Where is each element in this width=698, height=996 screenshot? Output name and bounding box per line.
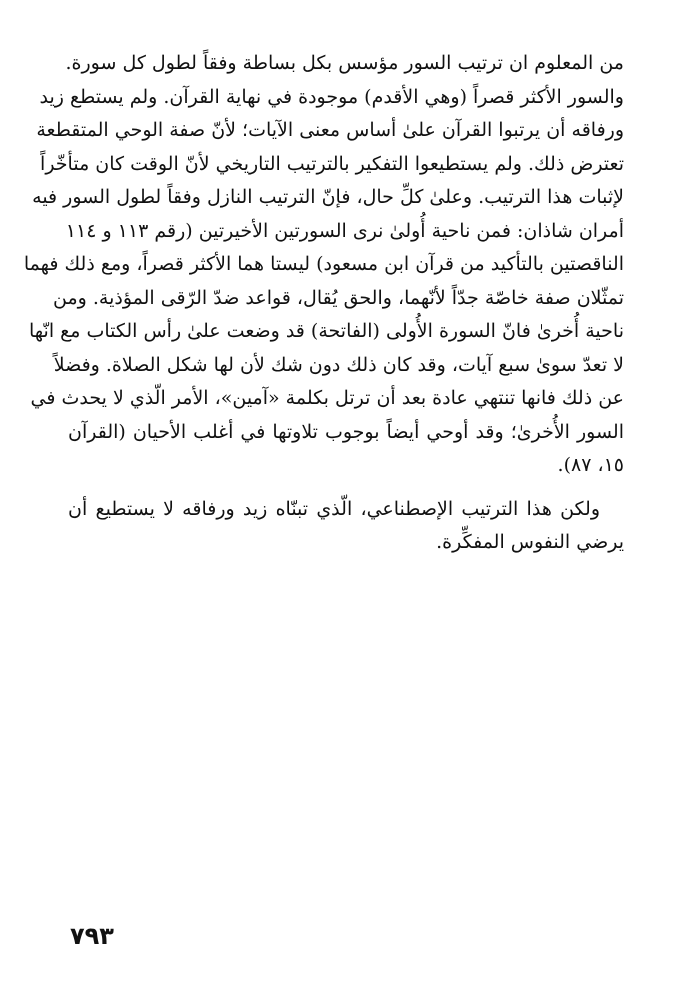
text-line: يرضي النفوس المفكِّرة. — [436, 531, 624, 553]
page-number: ٧٩٣ — [70, 922, 114, 950]
text-line: ولكن هذا الترتيب الإصطناعي، الّذي تبنّاه زيد ورفاقه لا يستطيع أن — [68, 497, 600, 520]
text-line: تعترض ذلك. ولم يستطيعوا التفكير بالترتيب التاريخي لأنّ الوقت كان متأخّراً — [40, 152, 624, 175]
text-line: من المعلوم ان ترتيب السور مؤسس بكل بساطة وفقاً لطول كل سورة. — [65, 52, 624, 74]
text-line: تمثّلان صفة خاصّة جدّاً لأنّهما، والحق يُقال، قواعد ضدّ الرّقى المؤذية. ومن — [52, 286, 624, 309]
text-line: لإثبات هذا الترتيب. وعلىٰ كلِّ حال، فإنّ الترتيب النازل وفقاً لطول السور فيه — [32, 186, 624, 208]
text-line: ورفاقه أن يرتبوا القرآن علىٰ أساس معنى الآيات؛ لأنّ صفة الوحي المتقطعة — [36, 119, 624, 141]
text-line: الناقصتين بالتأكيد من قرآن ابن مسعود) ليستا هما الأكثر قصراً، ومع ذلك فهما — [23, 253, 624, 275]
text-line: لا تعدّ سوىٰ سبع آيات، وقد كان ذلك دون شك لأن لها شكل الصلاة. وفضلاً — [53, 353, 624, 376]
text-line: أمران شاذان: فمن ناحية أُولىٰ نرى السورتين الأخيرتين (رقم ١١٣ و ١١٤ — [65, 219, 624, 242]
text-line: السور الأُخرىٰ؛ وقد أوحي أيضاً بوجوب تلاوتها في أغلب الأحيان (القرآن — [68, 420, 624, 443]
paragraph-gap — [68, 483, 624, 493]
text-line: والسور الأكثر قصراً (وهي الأقدم) موجودة في نهاية القرآن. ولم يستطع زيد — [39, 85, 624, 108]
body-text — [23, 47, 624, 560]
text-line: ١٥، ٨٧). — [557, 454, 624, 476]
text-line: عن ذلك فانها تنتهي عادة بعد أن ترتل بكلمة «آمين»، الأمر الّذي لا يحدث في — [30, 387, 624, 409]
text-line: ناحية أُخرىٰ فانّ السورة الأُولى (الفاتحة) قد وضعت علىٰ رأس الكتاب مع انّها — [28, 320, 624, 342]
